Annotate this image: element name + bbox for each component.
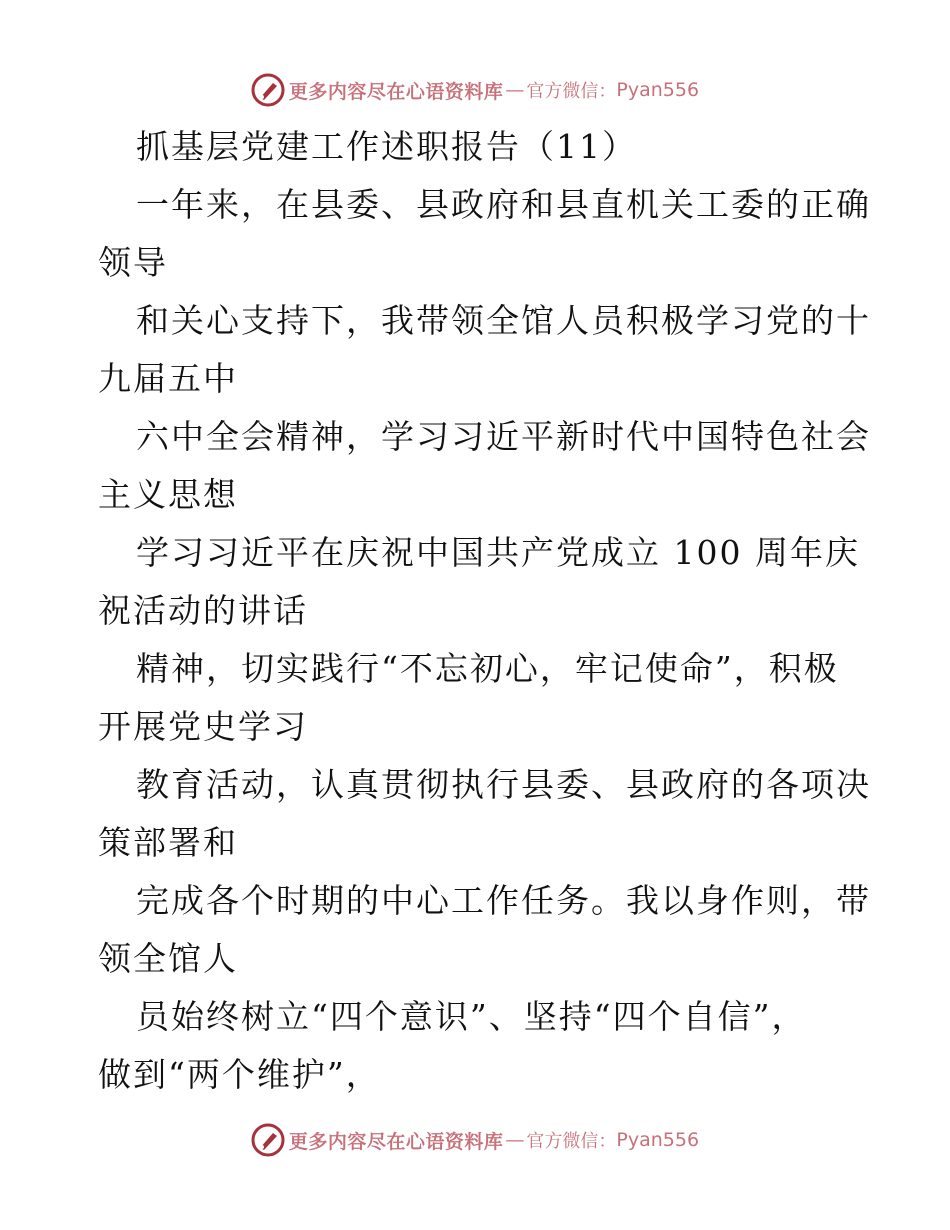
banner-wechat-id: Pyan556: [616, 79, 700, 101]
banner-separator: —: [505, 1129, 525, 1151]
banner-wechat-id: Pyan556: [616, 1129, 700, 1151]
footer-banner: [0, 1120, 950, 1160]
paragraph-line: 完成各个时期的中心工作任务。我以身作则，带: [136, 881, 871, 920]
paragraph-line: 做到“两个维护”，: [98, 1055, 381, 1094]
paragraph-line: 主义思想: [98, 475, 238, 514]
paragraph-line: 策部署和: [98, 823, 238, 862]
banner-wechat-label: 官方微信：: [526, 1131, 617, 1152]
banner-wechat-label: 官方微信：: [526, 81, 617, 102]
paragraph-line: 六中全会精神，学习习近平新时代中国特色社会: [136, 417, 871, 456]
banner-separator: —: [505, 79, 525, 101]
paragraph-line: 教育活动，认真贯彻执行县委、县政府的各项决: [136, 765, 871, 804]
paragraph-line: 九届五中: [98, 359, 238, 398]
paragraph-line: 和关心支持下，我带领全馆人员积极学习党的十: [136, 301, 871, 340]
paragraph-line: 员始终树立“四个意识”、坚持“四个自信”，: [136, 997, 807, 1036]
paragraph-line: 领全馆人: [98, 939, 238, 978]
paragraph-line: 祝活动的讲话: [98, 591, 308, 630]
document-body: [98, 118, 871, 1104]
banner-main-text: 更多内容尽在心语资料库: [288, 80, 504, 103]
paragraph-line: 开展党史学习: [98, 707, 308, 746]
header-banner: [0, 70, 950, 110]
document-title: 抓基层党建工作述职报告（11）: [136, 127, 637, 166]
paragraph-line: 一年来，在县委、县政府和县直机关工委的正确: [136, 185, 871, 224]
paragraph-line: 领导: [98, 243, 168, 282]
paragraph-line: 精神，切实践行“不忘初心，牢记使命”，积极: [136, 649, 839, 688]
pen-logo-icon: [251, 73, 285, 107]
pen-logo-icon: [251, 1123, 285, 1157]
paragraph-line: 学习习近平在庆祝中国共产党成立 100 周年庆: [136, 533, 860, 572]
banner-main-text: 更多内容尽在心语资料库: [288, 1130, 504, 1153]
